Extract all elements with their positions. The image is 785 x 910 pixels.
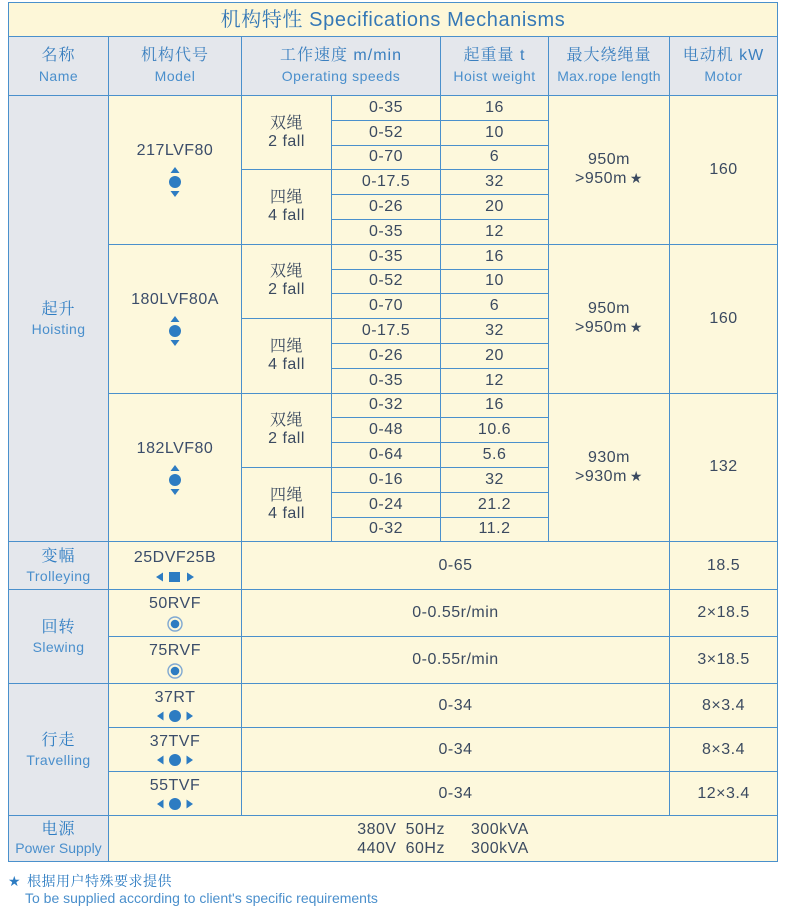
power-supply-cell	[109, 816, 778, 862]
category-en-label: Travelling	[26, 751, 91, 768]
speed-value: 0-17.5	[332, 170, 441, 195]
header-model-zh: 机构代号	[140, 47, 209, 64]
fall-zh-label: 四绳	[269, 337, 303, 355]
footnote-zh	[8, 873, 172, 890]
speed-value: 0-24	[332, 492, 441, 517]
header-weight	[441, 37, 549, 96]
speed-value: 0-16	[332, 467, 441, 492]
hoist-weight-value: 32	[441, 319, 549, 344]
hoist-weight-value: 5.6	[441, 443, 549, 468]
header-name-zh: 名称	[41, 47, 76, 64]
speed-value: 0-0.55r/min	[242, 590, 670, 637]
hoist-weight-value: 32	[441, 170, 549, 195]
table-row	[9, 244, 778, 269]
category-zh-label: 电源	[41, 821, 76, 839]
power-supply-row	[109, 839, 777, 858]
table-row	[9, 637, 778, 684]
hoist-weight-value: 12	[441, 219, 549, 244]
fall-cell	[242, 467, 332, 541]
hoist-weight-value: 32	[441, 467, 549, 492]
header-motor	[670, 37, 778, 96]
category-en-label: Hoisting	[31, 320, 86, 337]
table-row	[9, 542, 778, 590]
hoist-weight-value: 20	[441, 195, 549, 220]
horizontal-travel-icon	[157, 753, 193, 767]
header-speed-en: Operating speeds	[281, 68, 401, 84]
hoist-weight-value: 10	[441, 269, 549, 294]
motor-power-value: 160	[670, 244, 778, 393]
frequency-value: 50Hz	[405, 820, 445, 838]
specifications-table	[8, 2, 778, 862]
voltage-value: 440V	[357, 839, 397, 857]
fall-zh-label: 双绳	[269, 114, 303, 132]
hoist-weight-value: 10.6	[441, 418, 549, 443]
title-row	[9, 3, 778, 37]
rope-length-value: 950m	[587, 300, 631, 318]
speed-value: 0-34	[242, 684, 670, 728]
fall-cell	[242, 393, 332, 467]
rope-length-cell	[549, 393, 670, 542]
motor-power-value: 8×3.4	[670, 728, 778, 772]
header-name-en: Name	[38, 68, 79, 84]
model-name: 50RVF	[148, 594, 201, 612]
table-row	[9, 728, 778, 772]
power-value: 300kVA	[470, 820, 529, 838]
model-name: 180LVF80A	[131, 291, 219, 309]
fall-cell	[242, 244, 332, 318]
star-icon: ★	[629, 319, 643, 336]
motor-power-value: 3×18.5	[670, 637, 778, 684]
category-hoisting	[9, 96, 109, 542]
category-en-label: Power Supply	[15, 840, 102, 857]
model-cell	[109, 684, 242, 728]
hoist-weight-value: 12	[441, 368, 549, 393]
motor-power-value: 8×3.4	[670, 684, 778, 728]
rope-length-value: 930m	[587, 448, 631, 466]
speed-value: 0-32	[332, 393, 441, 418]
fall-en-label: 4 fall	[268, 355, 305, 373]
category-zh-label: 起升	[41, 300, 76, 318]
motor-power-value: 2×18.5	[670, 590, 778, 637]
table-row	[9, 816, 778, 862]
hoist-weight-value: 16	[441, 96, 549, 121]
vertical-motion-icon	[168, 316, 182, 346]
star-icon: ★	[629, 467, 643, 484]
header-speed	[242, 37, 441, 96]
header-motor-zh: 电动机 kW	[682, 47, 765, 64]
table-row	[9, 393, 778, 418]
category-en-label: Slewing	[32, 638, 85, 655]
rope-length-max	[549, 318, 669, 337]
model-cell	[109, 772, 242, 816]
model-name: 217LVF80	[136, 142, 214, 160]
fall-zh-label: 四绳	[269, 189, 303, 207]
header-rope-en: Max.rope length	[557, 68, 661, 84]
speed-value: 0-35	[332, 244, 441, 269]
motor-power-value: 160	[670, 96, 778, 245]
speed-value: 0-17.5	[332, 319, 441, 344]
fall-en-label: 4 fall	[268, 207, 305, 225]
speed-value: 0-64	[332, 443, 441, 468]
speed-value: 0-26	[332, 195, 441, 220]
page-title: 机构特性 Specifications Mechanisms	[9, 3, 778, 37]
fall-en-label: 2 fall	[268, 132, 305, 150]
speed-value: 0-26	[332, 343, 441, 368]
fall-zh-label: 双绳	[269, 263, 303, 281]
fall-en-label: 4 fall	[268, 504, 305, 522]
speed-value: 0-52	[332, 269, 441, 294]
header-rope	[549, 37, 670, 96]
category-slewing	[9, 590, 109, 684]
speed-value: 0-34	[242, 772, 670, 816]
vertical-motion-icon	[168, 167, 182, 197]
fall-en-label: 2 fall	[268, 281, 305, 299]
hoist-weight-value: 10	[441, 120, 549, 145]
model-name: 182LVF80	[136, 439, 214, 457]
speed-value: 0-34	[242, 728, 670, 772]
fall-cell	[242, 319, 332, 393]
hoist-weight-value: 11.2	[441, 517, 549, 542]
footnote-en: To be supplied according to client's specific requirements	[25, 890, 378, 906]
vertical-motion-icon	[168, 465, 182, 495]
slewing-ring-icon	[167, 663, 183, 679]
header-motor-en: Motor	[704, 68, 743, 84]
slewing-ring-icon	[167, 616, 183, 632]
category-zh-label: 变幅	[41, 547, 76, 565]
hoist-weight-value: 21.2	[441, 492, 549, 517]
rope-length-max	[549, 467, 669, 486]
footnote-zh-text: 根据用户特殊要求提供	[27, 873, 173, 889]
star-icon: ★	[629, 170, 643, 187]
frequency-value: 60Hz	[405, 839, 445, 857]
motor-power-value: 132	[670, 393, 778, 542]
table-row	[9, 96, 778, 121]
motor-power-value: 12×3.4	[670, 772, 778, 816]
hoist-weight-value: 16	[441, 244, 549, 269]
model-cell	[109, 393, 242, 542]
category-trolleying	[9, 542, 109, 590]
header-weight-en: Hoist weight	[453, 68, 536, 84]
horizontal-travel-icon	[157, 797, 193, 811]
fall-cell	[242, 96, 332, 170]
rope-length-max-value: >930m	[575, 467, 627, 485]
header-row	[9, 37, 778, 96]
model-cell	[109, 542, 242, 590]
speed-value: 0-35	[332, 368, 441, 393]
voltage-value: 380V	[357, 820, 397, 838]
table-row	[9, 684, 778, 728]
model-cell	[109, 96, 242, 245]
header-name	[9, 37, 109, 96]
hoist-weight-value: 6	[441, 145, 549, 170]
motor-power-value: 18.5	[670, 542, 778, 590]
category-power-supply	[9, 816, 109, 862]
table-row	[9, 772, 778, 816]
speed-value: 0-70	[332, 145, 441, 170]
category-zh-label: 回转	[41, 618, 76, 636]
horizontal-travel-icon	[157, 709, 193, 723]
fall-zh-label: 四绳	[269, 486, 303, 504]
power-supply-row	[109, 820, 777, 839]
rope-length-max-value: >950m	[575, 170, 627, 188]
category-travelling	[9, 684, 109, 816]
model-cell	[109, 244, 242, 393]
model-name: 55TVF	[149, 776, 201, 794]
rope-length-cell	[549, 244, 670, 393]
speed-value: 0-65	[242, 542, 670, 590]
speed-value: 0-32	[332, 517, 441, 542]
rope-length-max	[549, 169, 669, 188]
fall-zh-label: 双绳	[269, 412, 303, 430]
header-weight-zh: 起重量 t	[463, 47, 526, 64]
horizontal-trolley-icon	[156, 571, 194, 583]
speed-value: 0-0.55r/min	[242, 637, 670, 684]
speed-value: 0-35	[332, 219, 441, 244]
header-model-en: Model	[154, 68, 196, 84]
fall-cell	[242, 170, 332, 244]
hoist-weight-value: 20	[441, 343, 549, 368]
model-cell	[109, 637, 242, 684]
hoist-weight-value: 16	[441, 393, 549, 418]
model-name: 25DVF25B	[133, 548, 217, 566]
table-row	[9, 590, 778, 637]
fall-en-label: 2 fall	[268, 430, 305, 448]
speed-value: 0-70	[332, 294, 441, 319]
rope-length-max-value: >950m	[575, 319, 627, 337]
speed-value: 0-35	[332, 96, 441, 121]
model-name: 37RT	[154, 688, 196, 706]
category-zh-label: 行走	[41, 731, 76, 749]
model-name: 37TVF	[149, 732, 201, 750]
rope-length-value: 950m	[587, 151, 631, 169]
header-speed-zh: 工作速度 m/min	[279, 47, 402, 64]
star-icon: ★	[8, 873, 22, 889]
header-rope-zh: 最大绕绳量	[566, 47, 652, 64]
rope-length-cell	[549, 96, 670, 245]
speed-value: 0-52	[332, 120, 441, 145]
model-cell	[109, 590, 242, 637]
hoist-weight-value: 6	[441, 294, 549, 319]
speed-value: 0-48	[332, 418, 441, 443]
category-en-label: Trolleying	[26, 567, 91, 584]
power-value: 300kVA	[470, 839, 529, 857]
model-cell	[109, 728, 242, 772]
model-name: 75RVF	[148, 641, 201, 659]
header-model	[109, 37, 242, 96]
